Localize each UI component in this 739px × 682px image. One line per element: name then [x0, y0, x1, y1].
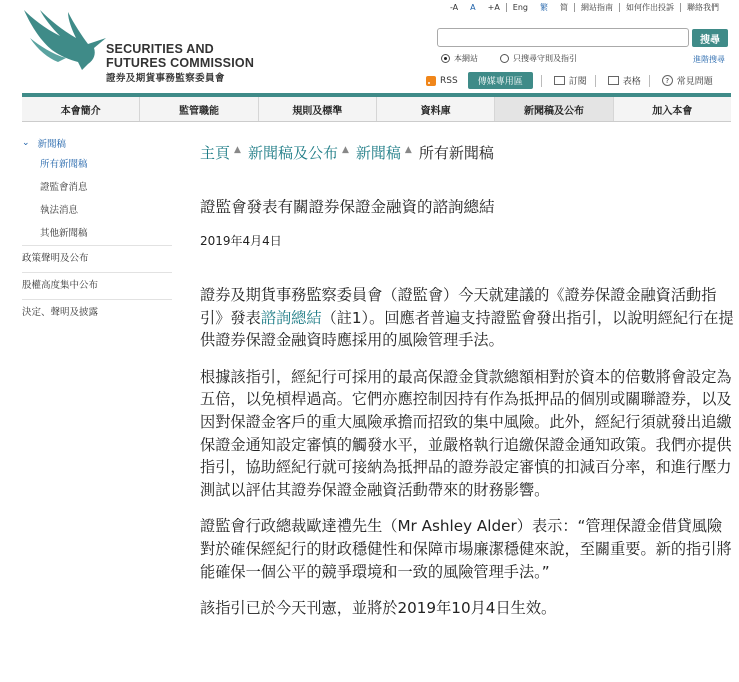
- sidebar: [22, 133, 172, 326]
- nav-item-active[interactable]: 新聞稿及公布: [495, 97, 613, 121]
- rss-icon[interactable]: [426, 76, 436, 86]
- subscribe-icon: [554, 76, 565, 85]
- sidebar-item[interactable]: 政策聲明及公布: [22, 245, 172, 272]
- subscribe-label: 訂閱: [568, 77, 587, 87]
- breadcrumb-item[interactable]: 新聞稿: [355, 144, 401, 162]
- breadcrumb-separator-icon: ▲: [341, 144, 349, 155]
- radio-site-icon[interactable]: [441, 54, 450, 63]
- consultation-conclusions-link[interactable]: 諮詢總結: [260, 308, 322, 327]
- lang-simp-link[interactable]: 简: [560, 2, 568, 12]
- utility-bar: [426, 72, 713, 89]
- logo-en-line1: SECURITIES AND: [106, 42, 214, 56]
- nav-item[interactable]: 加入本會: [652, 105, 693, 117]
- sidebar-subitem[interactable]: 所有新聞稿: [40, 159, 88, 170]
- faq-label: 常見問題: [676, 77, 713, 87]
- complaint-link[interactable]: 如何作出投訴: [626, 2, 674, 12]
- paragraph: 根據該指引，經紀行可採用的最高保證金貸款總額相對於資本的倍數將會設定為五倍，以免槓桿過高。它們亦應控制因持有作為抵押品的個別或關聯證券，以及因對保證金客戶的重大風險承擔而招致的集中風險。此外，經紀行須就發出追繳保證金通知設定審慎的觸發水平，並嚴格執行追繳保證金通知政策。我們亦提供指引，協助經紀行就可接納為抵押品的證券設定審慎的扣減百分率，和進行壓力測試以評估其證券保證金融資活動帶來的財務影響。: [200, 367, 732, 499]
- forms-link[interactable]: [608, 74, 641, 87]
- sidebar-subitem[interactable]: 執法消息: [40, 205, 79, 216]
- rss-link[interactable]: RSS: [440, 75, 458, 86]
- faq-link[interactable]: [662, 74, 713, 87]
- radio-site-label: 本網站: [454, 54, 478, 63]
- paragraph-text: （註1）。回應者普遍支持證監會發出指引，以說明經紀行在提供證券保證金融資時應採用的風險管理手法。: [200, 308, 734, 350]
- sidebar-section-label: 新聞稿: [37, 139, 67, 150]
- media-button[interactable]: 傳媒專用區: [468, 72, 533, 89]
- font-small-link[interactable]: -A: [449, 2, 459, 12]
- lang-en-link[interactable]: Eng: [512, 2, 528, 12]
- nav-item[interactable]: 監管職能: [140, 97, 258, 121]
- top-links: [444, 0, 725, 14]
- sidebar-subitem[interactable]: 證監會消息: [40, 182, 88, 193]
- font-normal-link[interactable]: A: [470, 2, 476, 12]
- sidebar-subitem[interactable]: 其他新聞稿: [40, 228, 88, 239]
- article-date: 2019年4月4日: [200, 234, 282, 248]
- question-icon: ?: [662, 75, 673, 86]
- search-scope: [441, 53, 577, 64]
- article-body: [200, 284, 734, 634]
- lang-trad-link[interactable]: 繁: [540, 2, 548, 12]
- font-large-link[interactable]: +A: [487, 2, 500, 12]
- sitemap-link[interactable]: 網站指南: [581, 2, 613, 12]
- breadcrumb-item[interactable]: 新聞稿及公布: [247, 144, 338, 162]
- search-button[interactable]: 搜尋: [692, 29, 728, 47]
- sidebar-item[interactable]: 決定、聲明及披露: [22, 299, 172, 326]
- paragraph: 證監會行政總裁歐達禮先生（Mr Ashley Alder）表示：“管理保證金借貸風險對於確保經紀行的財政穩健性和保障市場廉潔穩健來說，至關重要。新的指引將能確保一個公平的競爭環境和一致的風險管理手法。”: [200, 517, 732, 581]
- breadcrumb-separator-icon: ▲: [234, 144, 241, 155]
- nav-item[interactable]: 規則及標準: [259, 97, 377, 121]
- nav-item[interactable]: 本會簡介: [22, 97, 140, 121]
- breadcrumb-current: 所有新聞稿: [418, 144, 494, 162]
- sidebar-item[interactable]: 股權高度集中公布: [22, 272, 172, 299]
- main-nav: [22, 93, 731, 122]
- sidebar-section-news[interactable]: [22, 133, 172, 153]
- nav-item[interactable]: 資料庫: [377, 97, 495, 121]
- logo-text-en: [106, 42, 254, 70]
- search-input[interactable]: [437, 28, 689, 47]
- contact-link[interactable]: 聯絡我們: [687, 2, 719, 12]
- radio-licensee-label: 只搜尋守則及指引: [513, 54, 577, 63]
- logo-en-line2: FUTURES COMMISSION: [106, 56, 255, 70]
- advanced-search-link[interactable]: 進階搜尋: [693, 55, 725, 64]
- paragraph-text: 證券及期貨事務監察委員會（證監會）今天就建議的《證券保證金融資活動指引》發表: [200, 286, 717, 327]
- sfc-logo[interactable]: [22, 8, 108, 74]
- sfc-bird-icon: [22, 8, 108, 70]
- logo-text-zh: 證券及期貨事務監察委員會: [106, 73, 225, 84]
- radio-licensee-icon[interactable]: [500, 54, 509, 63]
- paragraph: [200, 284, 734, 352]
- breadcrumb-home[interactable]: 主頁: [200, 144, 231, 162]
- forms-icon: [608, 76, 619, 85]
- chevron-down-icon: ⌄: [22, 138, 30, 148]
- subscribe-link[interactable]: [554, 74, 587, 87]
- breadcrumb: [200, 142, 494, 163]
- paragraph: 該指引已於今天刊憲，並將於2019年10月4日生效。: [200, 599, 557, 618]
- page-title: 證監會發表有關證券保證金融資的諮詢總結: [200, 198, 495, 216]
- forms-label: 表格: [622, 77, 641, 87]
- breadcrumb-separator-icon: ▲: [404, 144, 412, 155]
